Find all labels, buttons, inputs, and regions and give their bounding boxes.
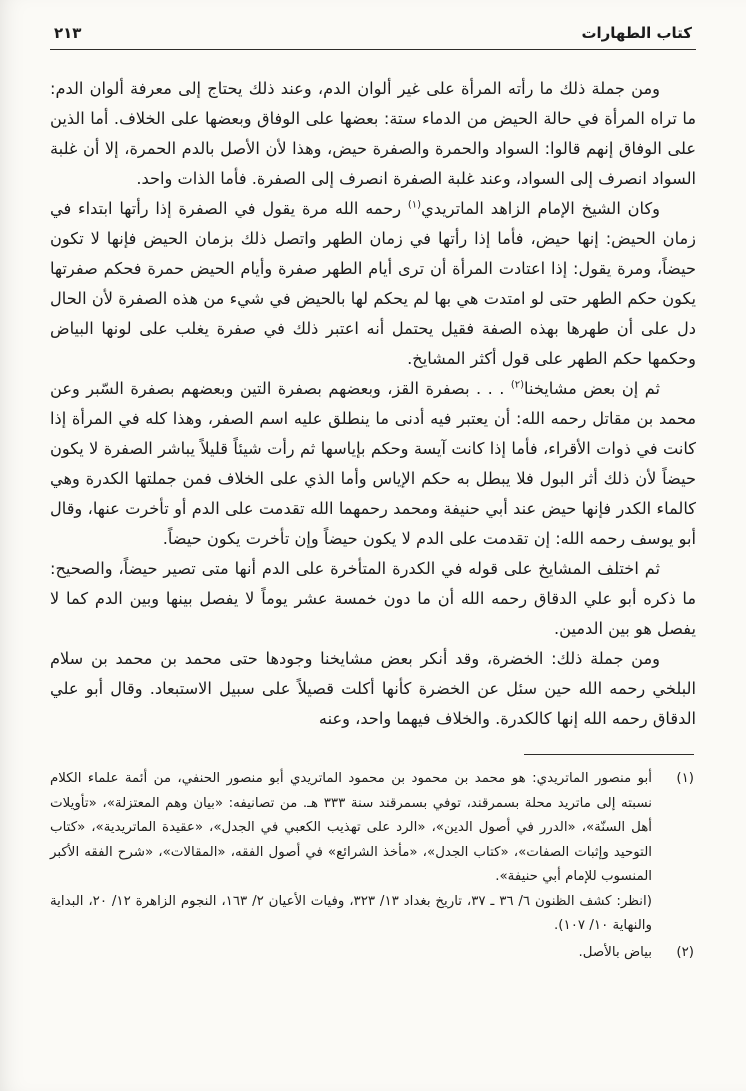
page-number: ٢١٣ xyxy=(54,24,82,42)
footnote-text xyxy=(50,767,652,939)
footnote xyxy=(50,767,696,939)
paragraph: ومن جملة ذلك: الخضرة، وقد أنكر بعض مشايخنا وجودها حتى محمد بن محمد بن سلام البلخي رحمه الله حين سئل عن الخضرة كأنها أكلت قصيلاً على سبيل الاستبعاد. وقال أبو علي الدقاق رحمه الله إنها كالكدرة. والخلاف فيهما واحد، وعنه xyxy=(50,649,696,728)
footnote xyxy=(50,941,696,966)
paragraph: ثم اختلف المشايخ على قوله في الكدرة المتأخرة على الدم أنها متى تصير حيضاً، والصحيح: ما ذكره أبو علي الدقاق رحمه الله أن ما دون خمسة عشر يوماً لا يفصل بينها وبين الدم كما لا يفصل هو بين الدمين. xyxy=(50,559,696,638)
footnote-line: بياض بالأصل. xyxy=(578,944,652,960)
chapter-title: كتاب الطهارات xyxy=(581,24,692,42)
footnote-number: (٢) xyxy=(676,944,694,960)
footnote-number: (١) xyxy=(676,771,694,786)
paragraph: ثم إن بعض مشايخنا$^{(٢)}$ . . . بصفرة القز، وبعضهم بصفرة التين وبعضهم بصفرة السّبر وعن محمد بن مقاتل رحمه الله: أن يعتبر فيه أدنى ما ينطلق عليه اسم الصفر، وهذا كله في المرأة إذا كانت في ذوات الأقراء، فأما إذا كانت آيسة وحكم بإياسها ثم رأت شيئاً قليلاً يباشر الصفرة لا يكون حيضاً لأن ذلك أثر البول فلا يبطل به حكم الإياس وأما الذي على الخلاف فمن جملتها الكدرة وهي كالماء الكدر فإنها حيض عند أبي حنيفة ومحمد رحمهما الله تقدمت على الدم أو تأخرت عنها، وقال أبو يوسف رحمه الله: إن تقدمت على الدم لا يكون حيضاً وإن تأخرت يكون حيضاً. xyxy=(50,379,696,548)
footnote-reference: (١) xyxy=(407,199,422,211)
footnote-line: (انظر: كشف الظنون ٦/ ٣٦ ـ ٣٧، تاريخ بغداد ١٣/ ٣٢٣، وفيات الأعيان ٢/ ١٦٣، النجوم الزاهرة ١٢/ ٢٠، البداية والنهاية ١٠/ ١٠٧). xyxy=(50,893,652,933)
page-header xyxy=(50,24,696,49)
footnotes xyxy=(50,767,696,965)
footnote-line: أبو منصور الماتريدي: هو محمد بن محمود بن محمود الماتريدي أبو منصور الحنفي، من أئمة علماء الكلام نسبته إلى ماتريد محلة بسمرقند، توفي بسمرقند سنة ٣٣٣ هـ. من تصانيفه: «بيان وهم المعتزلة»، «تأويلات أهل السنّة»، «الدرر في أصول الدين»، «الرد على تهذيب الكعبي في الجدل»، «عقيدة الماتريدية»، «كتاب التوحيد وإثبات الصفات»، «كتاب الجدل»، «مأخذ الشرائع» في أصول الفقه، «المقالات»، «شرح الفقه الأكبر المنسوب للإمام أبي حنيفة». xyxy=(50,771,652,884)
paragraph: وكان الشيخ الإمام الزاهد الماتريدي$^{(١)}$ رحمه الله مرة يقول في الصفرة إذا رأتها ابتداء في زمان الحيض: إنها حيض، فأما إذا رأتها في زمان الطهر واتصل ذلك بزمان الحيض فإنها لا تكون حيضاً، ومرة يقول: إذا اعتادت المرأة أن ترى أيام الطهر صفرة وأيام الحيض حمرة فحكم صفرتها يكون حكم الطهر حتى لو امتدت هي بها لم يحكم لها بالحيض في شيء من هذه الصفرة لأن الحال دل على أن طهرها بهذه الصفة فقيل يحتمل أنه اعتبر ذلك في صفرة يغلب على لونها البياض وحكمها حكم الطهر على قول أكثر المشايخ. xyxy=(50,199,696,368)
footnote-text xyxy=(50,941,652,966)
body-text xyxy=(50,50,696,734)
footnote-reference: (٢) xyxy=(510,379,525,391)
footnote-separator xyxy=(524,754,694,755)
paragraph: ومن جملة ذلك ما رأته المرأة على غير ألوان الدم، وعند ذلك يحتاج إلى معرفة ألوان الدم: ما تراه المرأة في حالة الحيض من الدماء ستة: بعضها على الوفاق وبعضها على الخلاف. أما الذين على الوفاق إنهم قالوا: السواد والحمرة والصفرة حيض، وهذا لأن الأصل بالدم الحمرة، إلا أن غلبة السواد انصرف إلى السواد، وعند غلبة الصفرة انصرف إلى الصفرة. فأما الذات واحد. xyxy=(50,79,696,188)
